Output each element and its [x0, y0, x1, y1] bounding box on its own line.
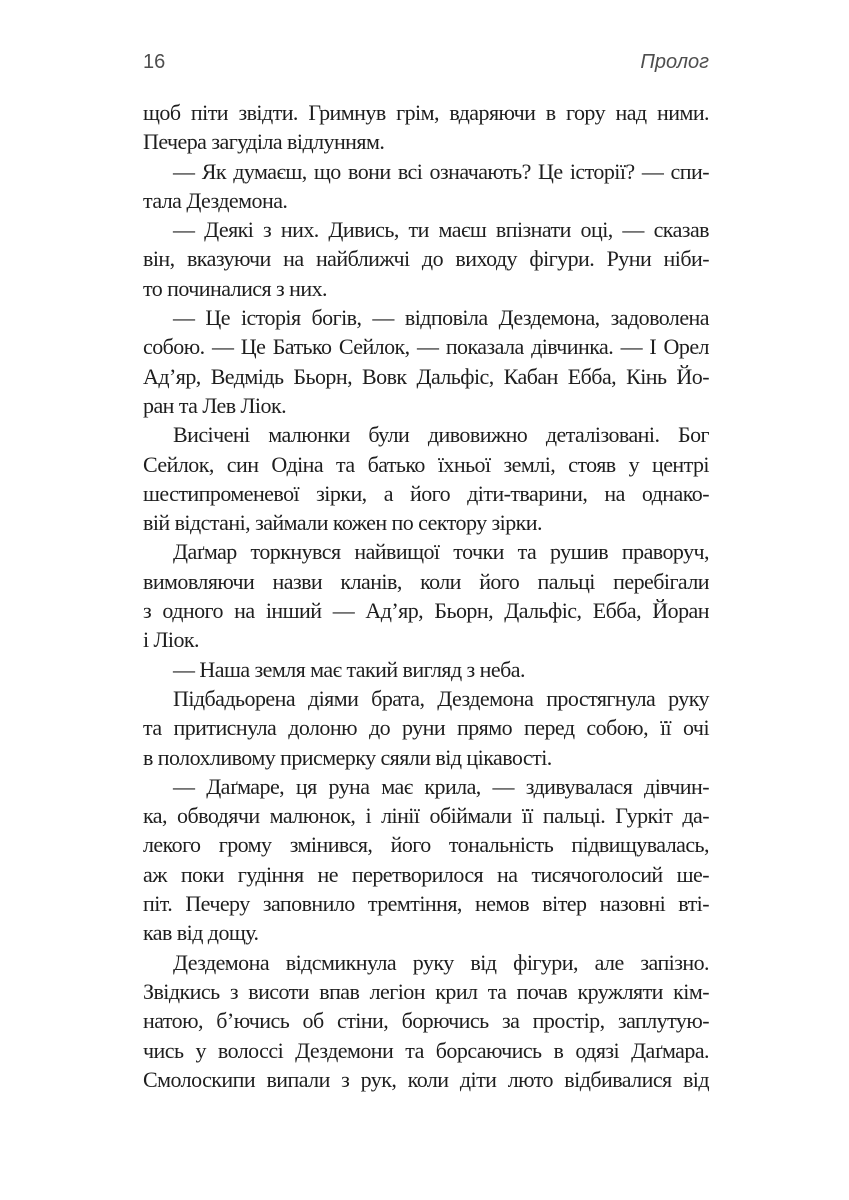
text-line: чись у волоссі Дездемони та борсаючись в одязі Даґмара.	[143, 1037, 709, 1063]
text-line: Висічені малюнки були дивовижно деталізовані. Бог	[173, 422, 709, 448]
paragraph	[143, 420, 709, 537]
text-line: ка, обводячи малюнок, і лінії обіймали її пальці. Гуркіт да-	[143, 803, 709, 829]
paragraph	[143, 157, 709, 216]
paragraph	[143, 537, 709, 654]
text-line: вимовляючи назви кланів, коли його пальці перебігали	[143, 568, 709, 594]
text-line: ран та Лев Ліок.	[143, 392, 287, 418]
text-line: Смолоскипи випали з рук, коли діти люто відбивалися від	[143, 1066, 709, 1092]
text-line: — Даґмаре, ця руна має крила, — здивувалася дівчин-	[173, 773, 709, 799]
text-line: щоб піти звідти. Гримнув грім, вдаряючи в гору над ними.	[143, 100, 709, 125]
text-line: Даґмар торкнувся найвищої точки та рушив праворуч,	[173, 539, 709, 565]
text-line: собою. — Це Батько Сейлок, — показала дівчинка. — І Орел	[143, 334, 709, 360]
text-line: тала Дездемона.	[143, 187, 288, 213]
page-body	[143, 98, 709, 1094]
text-line: він, вказуючи на найближчі до виходу фігури. Руни ніби-	[143, 246, 709, 272]
paragraph	[143, 215, 709, 303]
text-line: з одного на інший — Ад’яр, Бьорн, Дальфіс, Ебба, Йоран	[143, 598, 709, 624]
text-line: кав від дощу.	[143, 920, 259, 946]
text-line: і Ліок.	[143, 627, 199, 653]
text-line: та притиснула долоню до руни прямо перед собою, її очі	[143, 715, 709, 741]
text-line: Дездемона відсмикнула руку від фігури, але запізно.	[173, 949, 709, 975]
text-line: Ад’яр, Ведмідь Бьорн, Вовк Дальфіс, Кабан Ебба, Кінь Йо-	[143, 363, 709, 389]
text-line: в полохливому присмерку сяяли від цікавості.	[143, 744, 552, 770]
text-line: Сейлок, син Одіна та батько їхньої землі, стояв у центрі	[143, 451, 709, 477]
text-line: лекого грому змінився, його тональність підвищувалась,	[143, 832, 709, 858]
text-line: натою, б’ючись об стіни, борючись за простір, заплутую-	[143, 1008, 709, 1034]
paragraph	[143, 98, 709, 157]
text-line: Звідкись з висоти впав легіон крил та почав кружляти кім-	[143, 978, 709, 1004]
paragraph	[143, 303, 709, 420]
paragraph	[143, 772, 709, 948]
text-line: аж поки гудіння не перетворилося на тисячоголосий ше-	[143, 861, 709, 887]
text-line: піт. Печеру заповнило тремтіння, немов вітер назовні вті-	[143, 891, 709, 917]
page-number: 16	[143, 51, 166, 73]
running-header-title: Пролог	[640, 51, 709, 73]
text-line: — Наша земля має такий вигляд з неба.	[173, 656, 525, 682]
text-line: то починалися з них.	[143, 275, 327, 301]
text-line: — Як думаєш, що вони всі означають? Це історії? — спи-	[173, 158, 709, 184]
text-line: вій відстані, займали кожен по сектору зірки.	[143, 510, 542, 536]
page-header	[143, 51, 709, 74]
paragraph	[143, 684, 709, 772]
text-line: Підбадьорена діями брата, Дездемона простягнула руку	[173, 685, 709, 711]
paragraph	[143, 948, 709, 1094]
text-line: — Деякі з них. Дивись, ти маєш впізнати оці, — сказав	[173, 217, 709, 243]
text-line: — Це історія богів, — відповіла Дездемона, задоволена	[173, 305, 709, 331]
text-line: шестипроменевої зірки, а його діти-тварини, на однако-	[143, 480, 709, 506]
paragraph	[143, 655, 709, 684]
text-line: Печера загуділа відлунням.	[143, 129, 385, 155]
